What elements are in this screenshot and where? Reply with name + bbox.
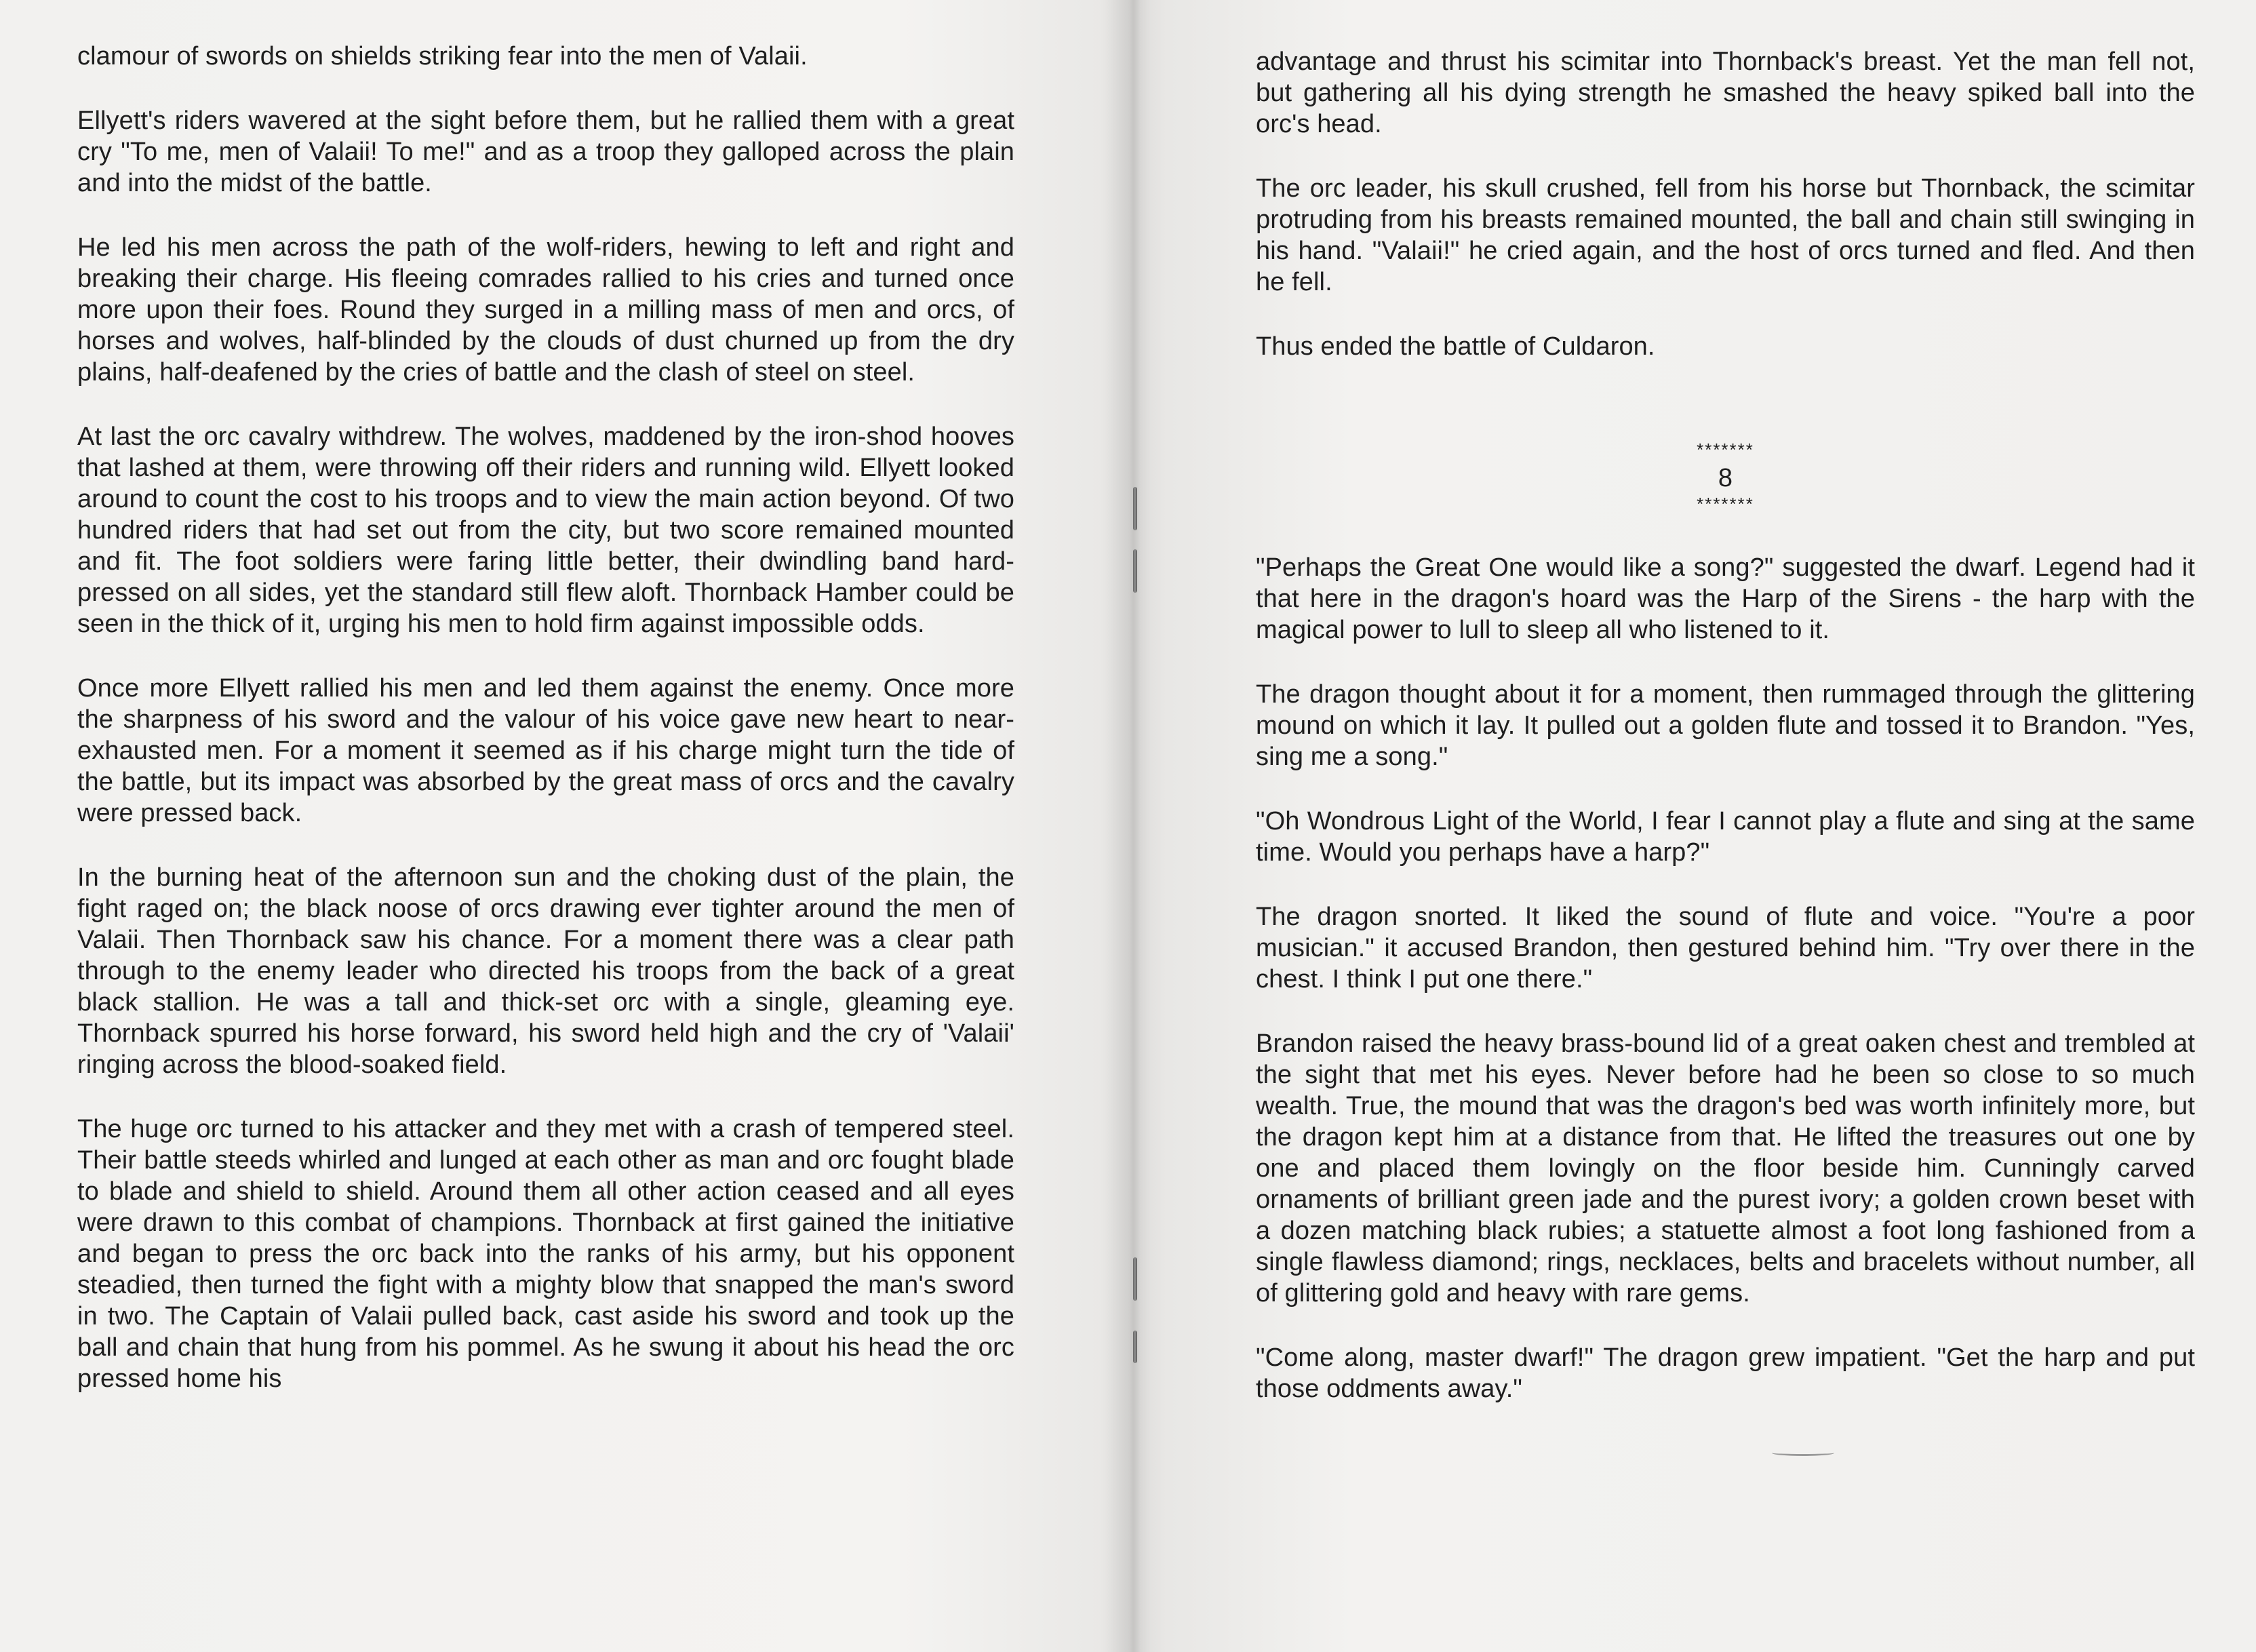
- left-page: [0, 0, 1112, 1652]
- chapter-divider: [1256, 441, 2195, 513]
- left-paragraph-7: The huge orc turned to his attacker and they met with a crash of tempered steel. Their battle steeds whirled and lunged at each other as man and orc fought blade to blade and shield to shield. Around them all other action ceased and all eyes were drawn to this combat of champions. Thornback at first gained the initiative and began to press the orc back into the ranks of his army, but his opponent steadied, then turned the fight with a mighty blow that snapped the man's sword in two. The Captain of Valaii pulled back, cast aside his sword and took up the ball and chain that hung from his pommel. As he swung it about his head the orc pressed home his: [77, 1115, 1014, 1393]
- staple-mark: [1133, 1331, 1137, 1363]
- divider-stars-top: *******: [1697, 439, 1754, 460]
- right-paragraph-2: The orc leader, his skull crushed, fell from his horse but Thornback, the scimitar protruding from his breasts remained mounted, the ball and chain still swinging in his hand. "Valaii!" he cried again, and the host of orcs turned and fled. And then he fell.: [1256, 174, 2195, 296]
- divider-stars-bottom: *******: [1697, 494, 1754, 514]
- right-page: [1146, 0, 2256, 1652]
- left-page-text: [77, 41, 1014, 1428]
- chapter-number: 8: [1718, 464, 1733, 492]
- right-paragraph-8: Brandon raised the heavy brass-bound lid of a great oaken chest and trembled at the sight that met his eyes. Never before had he been so close to so much wealth. True, the mound that was the dragon's bed was worth infinitely more, but the dragon kept him at a distance from that. He lifted the treasures out one by one and placed them lovingly on the floor beside him. Cunningly carved ornaments of brilliant green jade and the purest ivory; a golden crown beset with a dozen matching black rubies; a statuette almost a foot long fashioned from a single flawless diamond; rings, necklaces, belts and bracelets without number, all of glittering gold and heavy with rare gems.: [1256, 1029, 2195, 1307]
- left-paragraph-4: At last the orc cavalry withdrew. The wolves, maddened by the iron-shod hooves that lashed at them, were throwing off their riders and running wild. Ellyett looked around to count the cost to his troops and to view the main action beyond. Of two hundred riders that had set out from the city, but two score remained mounted and fit. The foot soldiers were faring little better, their dwindling band hard-pressed on all sides, yet the standard still flew aloft. Thornback Hamber could be seen in the thick of it, urging his men to hold firm against impossible odds.: [77, 422, 1014, 638]
- left-paragraph-6: In the burning heat of the afternoon sun and the choking dust of the plain, the fight raged on; the black noose of orcs drawing ever tighter around the men of Valaii. Then Thornback saw his chance. For a moment there was a clear path through to the enemy leader who directed his troops from the back of a great black stallion. He was a tall and thick-set orc with a single, gleaming eye. Thornback spurred his horse forward, his sword held high and the cry of 'Valaii' ringing across the blood-soaked field.: [77, 863, 1014, 1079]
- right-paragraph-3: Thus ended the battle of Culdaron.: [1256, 332, 1655, 361]
- right-paragraph-7: The dragon snorted. It liked the sound of flute and voice. "You're a poor musician." it accused Brandon, then gestured behind him. "Try over there in the chest. I think I put one there.": [1256, 903, 2195, 994]
- staple-mark: [1133, 487, 1137, 530]
- left-paragraph-5: Once more Ellyett rallied his men and led them against the enemy. Once more the sharpness of his sword and the valour of his voice gave new heart to near-exhausted men. For a moment it seemed as if his charge might turn the tide of the battle, but its impact was absorbed by the great mass of orcs and the cavalry were pressed back.: [77, 674, 1014, 827]
- right-paragraph-4: "Perhaps the Great One would like a song?" suggested the dwarf. Legend had it that here in the dragon's hoard was the Harp of the Sirens - the harp with the magical power to lull to sleep all who listened to it.: [1256, 553, 2195, 644]
- right-paragraph-1: advantage and thrust his scimitar into Thornback's breast. Yet the man fell not, but gathering all his dying strength he smashed the heavy spiked ball into the orc's head.: [1256, 47, 2195, 138]
- right-paragraph-5: The dragon thought about it for a moment, then rummaged through the glittering mound on which it lay. It pulled out a golden flute and tossed it to Brandon. "Yes, sing me a song.": [1256, 680, 2195, 771]
- left-paragraph-3: He led his men across the path of the wolf-riders, hewing to left and right and breaking their charge. His fleeing comrades rallied to his cries and turned once more upon their foes. Round they surged in a milling mass of men and orcs, of horses and wolves, half-blinded by the clouds of dust churned up from the dry plains, half-deafened by the cries of battle and the clash of steel on steel.: [77, 233, 1014, 387]
- right-page-text: [1256, 46, 2195, 1438]
- right-paragraph-9: "Come along, master dwarf!" The dragon grew impatient. "Get the harp and put those oddments away.": [1256, 1343, 2195, 1403]
- staple-mark: [1133, 549, 1137, 593]
- staple-mark: [1133, 1257, 1137, 1301]
- left-paragraph-1: clamour of swords on shields striking fear into the men of Valaii.: [77, 42, 808, 71]
- left-paragraph-2: Ellyett's riders wavered at the sight before them, but he rallied them with a great cry "To me, men of Valaii! To me!" and as a troop they galloped across the plain and into the midst of the battle.: [77, 106, 1014, 197]
- pen-underline-mark: [1772, 1450, 1834, 1456]
- right-paragraph-6: "Oh Wondrous Light of the World, I fear I cannot play a flute and sing at the same time. Would you perhaps have a harp?": [1256, 807, 2195, 867]
